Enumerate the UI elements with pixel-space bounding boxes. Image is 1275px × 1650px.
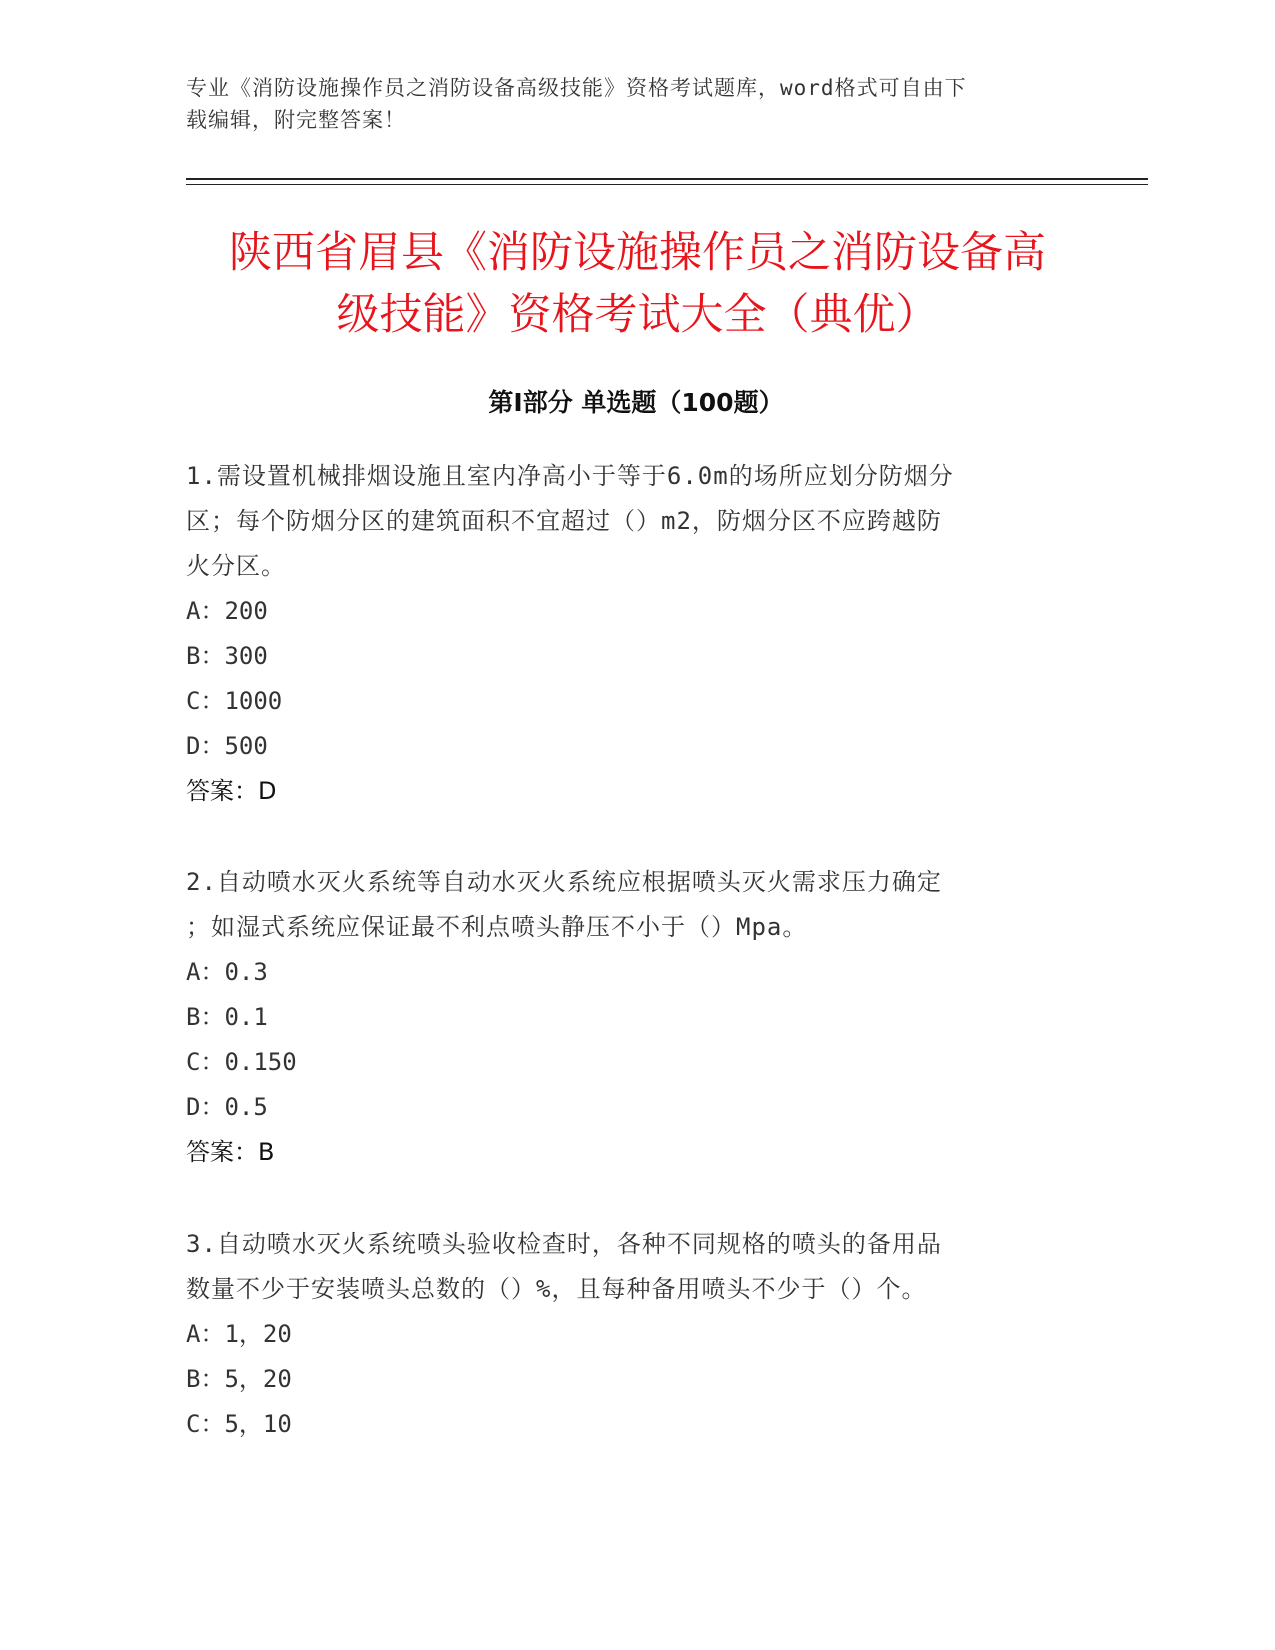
question-stem xyxy=(186,1222,1066,1312)
answer: 答案：B xyxy=(186,1138,275,1166)
header-note-line-1: 专业《消防设施操作员之消防设备高级技能》资格考试题库，word格式可自由下 xyxy=(186,76,967,100)
document-title xyxy=(150,222,1125,346)
option-b xyxy=(186,634,1066,679)
option-a xyxy=(186,950,1066,995)
question-stem-line: 1.需设置机械排烟设施且室内净高小于等于6.0m的场所应划分防烟分 xyxy=(186,462,954,490)
option-label: C： xyxy=(186,687,225,715)
option-c xyxy=(186,1040,1066,1085)
header-note xyxy=(186,72,1066,136)
option-label: D： xyxy=(186,732,225,760)
option-label: B： xyxy=(186,1365,225,1393)
option-c xyxy=(186,1402,1066,1447)
option-text: 200 xyxy=(224,597,268,625)
option-label: A： xyxy=(186,1320,225,1348)
header-divider-thin xyxy=(186,184,1148,185)
option-label: B： xyxy=(186,642,225,670)
document-title-line-2: 级技能》资格考试大全（典优） xyxy=(336,290,939,340)
option-text: 0.3 xyxy=(224,958,268,986)
question-stem-line: 区；每个防烟分区的建筑面积不宜超过（）m2，防烟分区不应跨越防 xyxy=(186,507,942,535)
option-text: 0.1 xyxy=(224,1003,268,1031)
question-stem-line: 火分区。 xyxy=(186,552,286,580)
question-stem-line: 2.自动喷水灭火系统等自动水灭火系统应根据喷头灭火需求压力确定 xyxy=(186,868,942,896)
question-stem xyxy=(186,454,1066,589)
header-divider-thick xyxy=(186,178,1148,180)
answer: 答案：D xyxy=(186,777,277,805)
option-label: C： xyxy=(186,1410,225,1438)
question-stem xyxy=(186,860,1066,950)
question-3 xyxy=(186,1222,1066,1447)
option-label: C： xyxy=(186,1048,225,1076)
option-text: 0.5 xyxy=(224,1093,268,1121)
header-note-line-2: 载编辑，附完整答案！ xyxy=(186,108,406,132)
document-title-line-1: 陕西省眉县《消防设施操作员之消防设备高 xyxy=(229,228,1046,278)
option-a xyxy=(186,1312,1066,1357)
option-label: A： xyxy=(186,958,225,986)
option-text: 300 xyxy=(224,642,268,670)
option-text: 1，20 xyxy=(224,1320,292,1348)
option-d xyxy=(186,724,1066,769)
question-stem-line: 数量不少于安装喷头总数的（）%，且每种备用喷头不少于（）个。 xyxy=(186,1275,927,1303)
option-text: 5，10 xyxy=(224,1410,292,1438)
option-text: 0.150 xyxy=(224,1048,297,1076)
question-1 xyxy=(186,454,1066,814)
question-stem-line: 3.自动喷水灭火系统喷头验收检查时，各种不同规格的喷头的备用品 xyxy=(186,1230,942,1258)
question-2 xyxy=(186,860,1066,1175)
option-text: 1000 xyxy=(224,687,283,715)
option-text: 500 xyxy=(224,732,268,760)
option-label: B： xyxy=(186,1003,225,1031)
option-b xyxy=(186,995,1066,1040)
option-label: D： xyxy=(186,1093,225,1121)
option-c xyxy=(186,679,1066,724)
question-stem-line: ；如湿式系统应保证最不利点喷头静压不小于（）Mpa。 xyxy=(186,913,808,941)
option-text: 5，20 xyxy=(224,1365,292,1393)
section-title: 第Ⅰ部分 单选题（100题） xyxy=(488,388,784,417)
option-d xyxy=(186,1085,1066,1130)
option-b xyxy=(186,1357,1066,1402)
option-label: A： xyxy=(186,597,225,625)
option-a xyxy=(186,589,1066,634)
